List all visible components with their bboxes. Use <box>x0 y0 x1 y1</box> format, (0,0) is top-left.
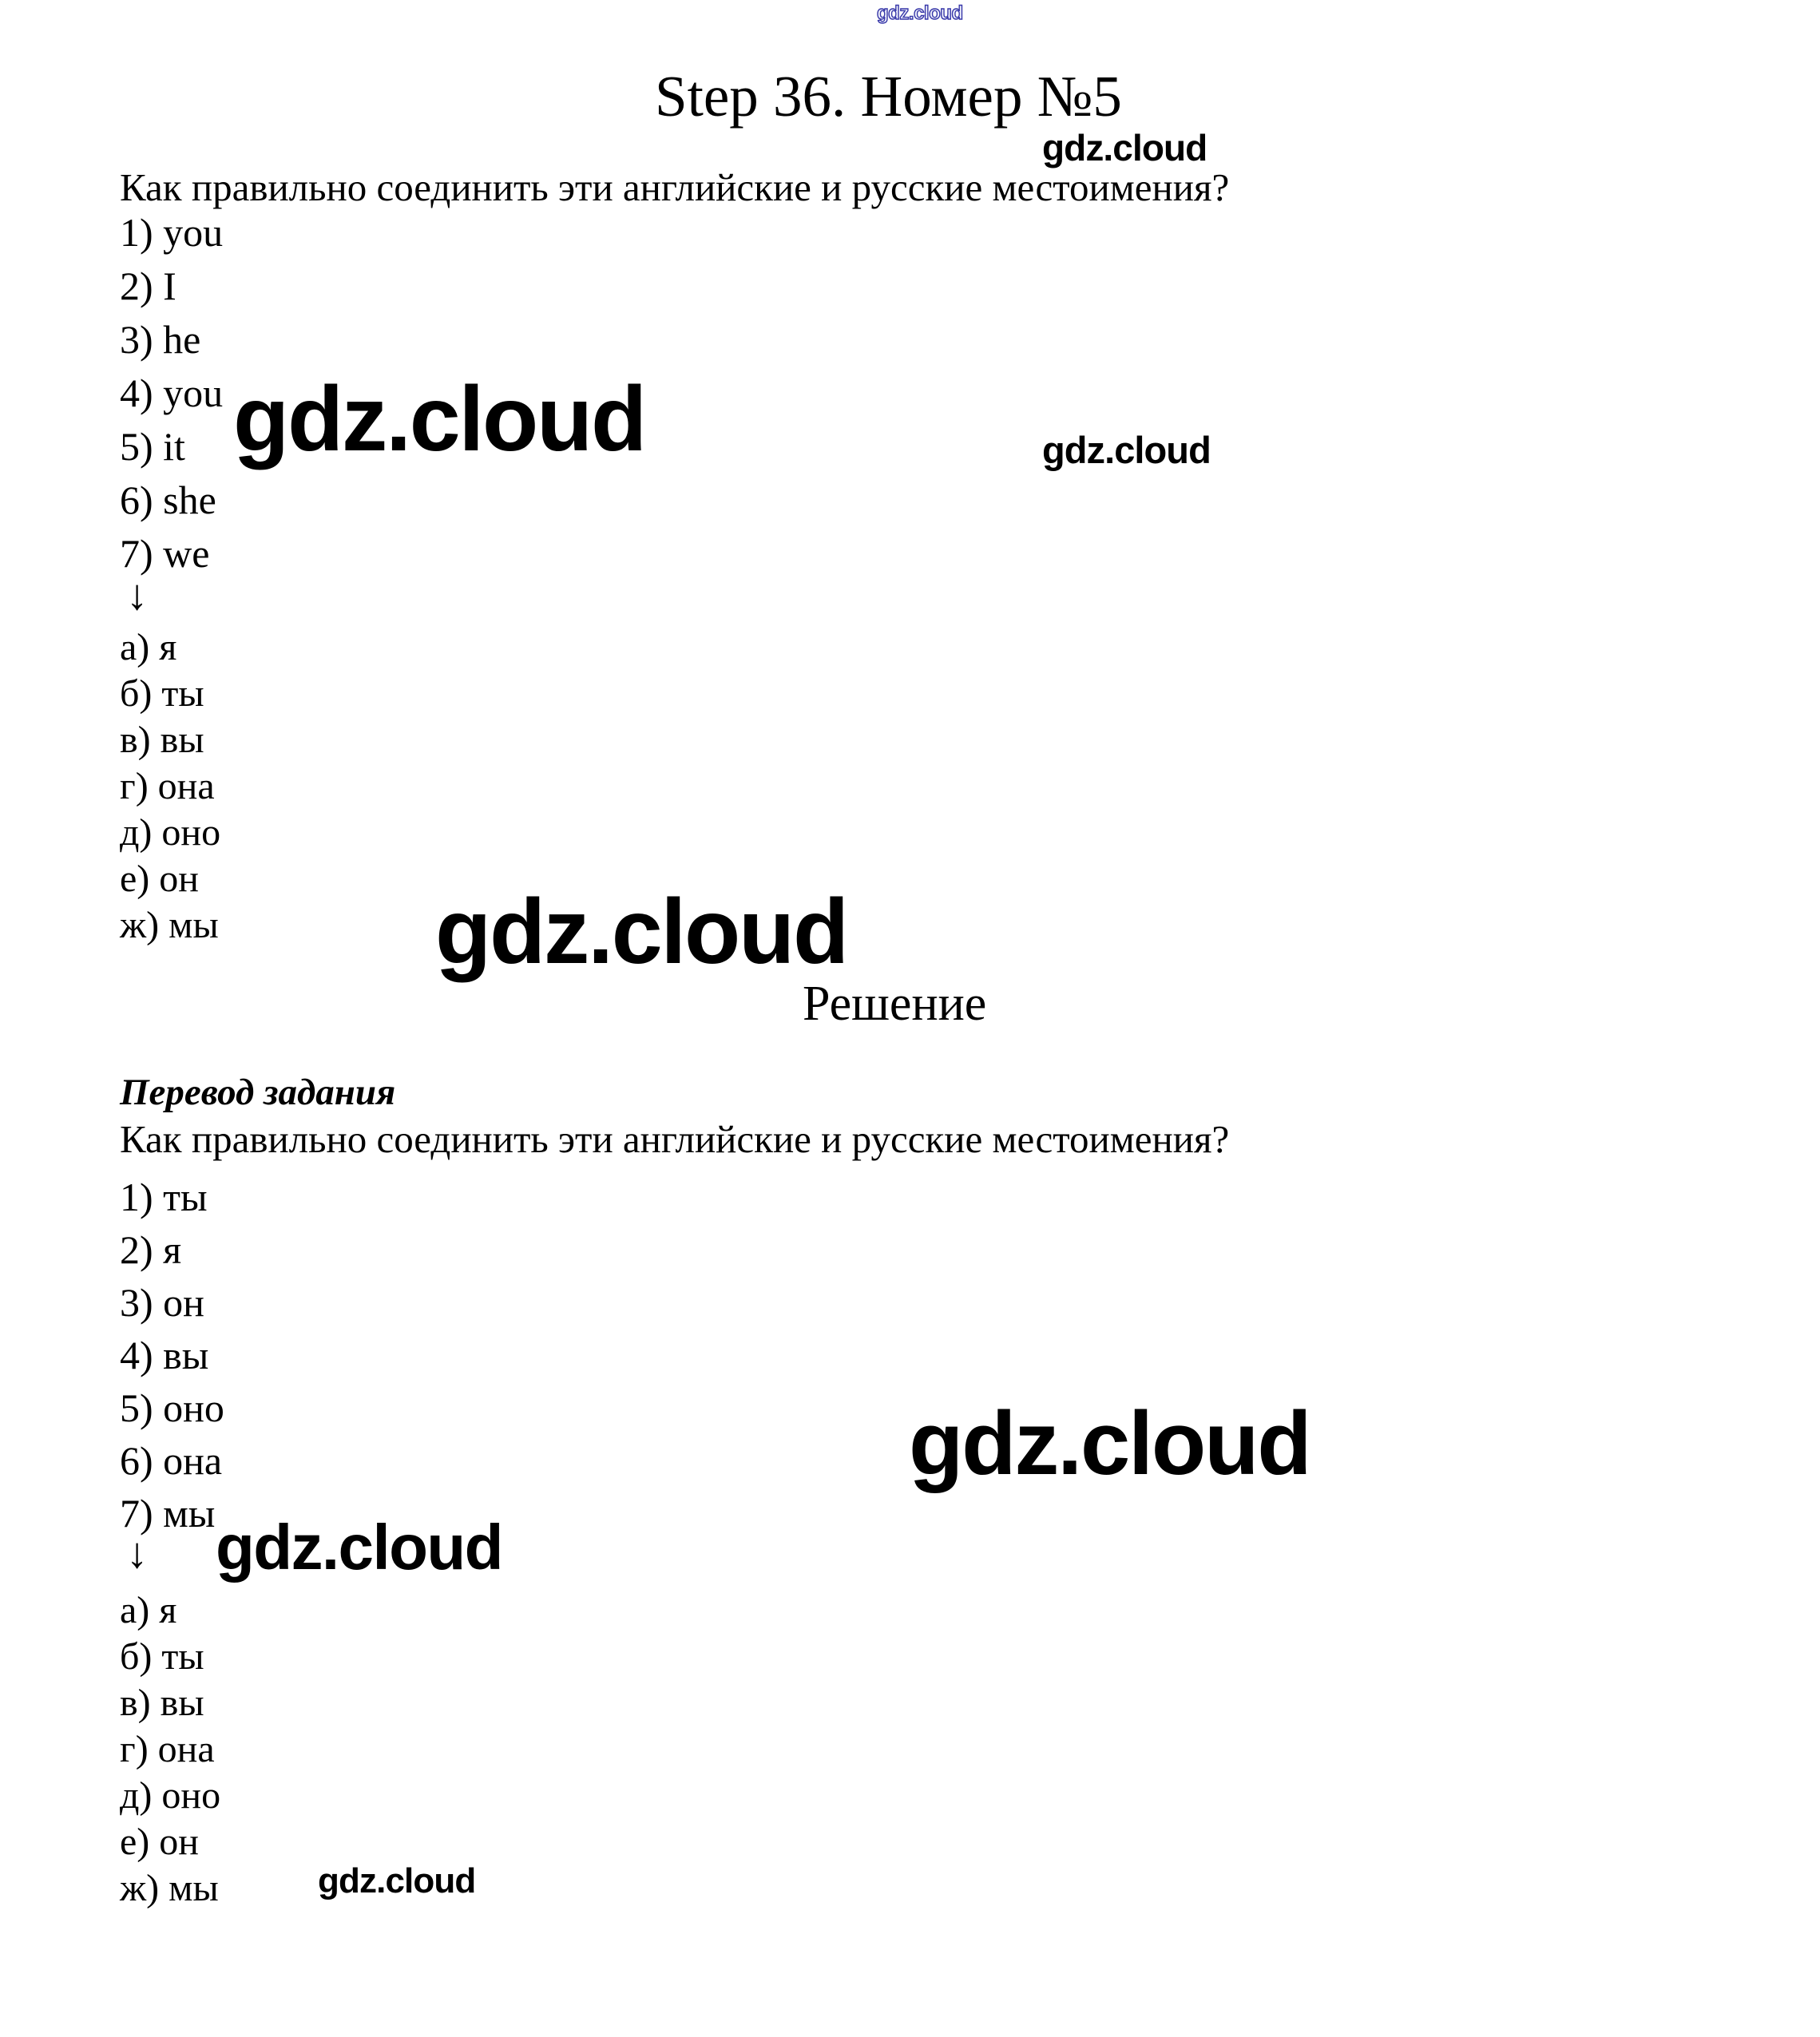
russian-option-item: б) ты <box>120 672 204 715</box>
watermark-bottom: gdz.cloud <box>318 1861 476 1900</box>
watermark-large-2: gdz.cloud <box>435 881 847 983</box>
solution-russian-option-item: б) ты <box>120 1635 204 1678</box>
english-pronoun-item: 7) we <box>120 531 210 576</box>
english-pronoun-item: 6) she <box>120 478 216 522</box>
english-pronoun-list <box>120 206 223 581</box>
russian-option-item: ж) мы <box>120 904 219 946</box>
solution-russian-option-item: ж) мы <box>120 1867 219 1909</box>
translated-pronoun-item: 2) я <box>120 1227 182 1272</box>
russian-option-item: в) вы <box>120 719 204 761</box>
watermark-large-3: gdz.cloud <box>909 1393 1310 1493</box>
russian-option-item: д) оно <box>120 811 221 854</box>
english-pronoun-item: 5) it <box>120 424 185 469</box>
solution-russian-option-item: в) вы <box>120 1682 204 1724</box>
english-pronoun-item: 1) you <box>120 210 224 255</box>
watermark-top: gdz.cloud <box>877 2 963 24</box>
english-pronoun-item: 4) you <box>120 371 224 415</box>
translated-pronoun-item: 7) мы <box>120 1491 216 1536</box>
translated-pronoun-item: 3) он <box>120 1280 204 1325</box>
watermark-right: gdz.cloud <box>1042 429 1211 471</box>
english-pronoun-item: 3) he <box>120 317 201 362</box>
solution-question: Как правильно соединить эти английские и русские местоимения? <box>120 1117 1230 1161</box>
translated-pronoun-item: 6) она <box>120 1438 223 1483</box>
russian-option-item: а) я <box>120 626 177 668</box>
translated-pronoun-item: 4) вы <box>120 1333 209 1377</box>
solution-match-arrow-down-icon: ↓ <box>126 1529 148 1577</box>
solution-russian-option-item: е) он <box>120 1821 199 1863</box>
watermark-header: gdz.cloud <box>1042 127 1207 168</box>
translated-pronoun-item: 5) оно <box>120 1385 224 1430</box>
translated-pronoun-item: 1) ты <box>120 1175 208 1219</box>
solution-heading: Решение <box>803 977 987 1031</box>
solution-russian-option-list <box>120 1587 220 1912</box>
russian-option-list <box>120 624 220 949</box>
translation-label: Перевод задания <box>120 1072 396 1113</box>
english-pronoun-item: 2) I <box>120 264 176 308</box>
match-arrow-down-icon: ↓ <box>126 571 148 619</box>
watermark-large-1: gdz.cloud <box>233 368 645 470</box>
solution-russian-option-item: г) она <box>120 1728 215 1770</box>
watermark-medium: gdz.cloud <box>216 1512 502 1583</box>
solution-russian-option-item: а) я <box>120 1589 177 1631</box>
page-title: Step 36. Номер №5 <box>655 64 1122 129</box>
russian-option-item: г) она <box>120 765 215 807</box>
russian-option-item: е) он <box>120 858 199 900</box>
task-question: Как правильно соединить эти английские и русские местоимения? <box>120 165 1230 209</box>
solution-russian-option-item: д) оно <box>120 1774 221 1817</box>
translated-pronoun-list <box>120 1171 224 1540</box>
